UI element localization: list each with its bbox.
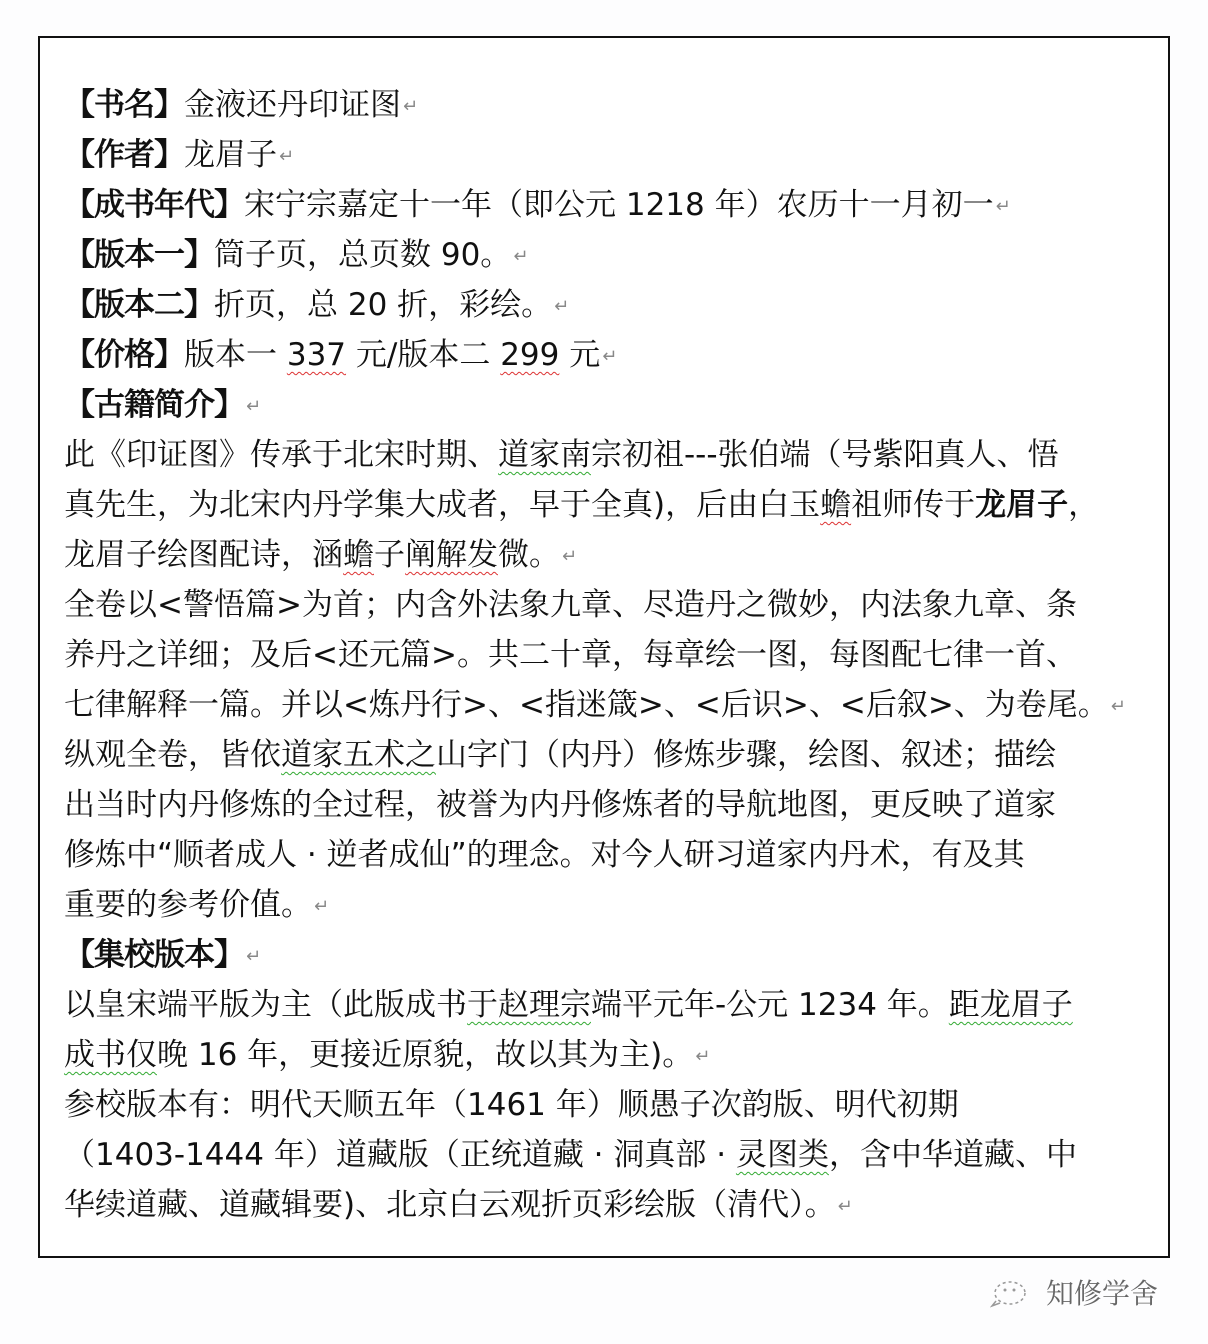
author: 龙眉子 (184, 137, 277, 173)
section-heading: 【古籍简介】 (64, 387, 244, 423)
paragraph-mark-icon: ↵ (279, 145, 295, 167)
paragraph-mark-icon: ↵ (995, 195, 1011, 217)
text: 纵观全卷，皆依 (64, 737, 281, 773)
text: 微。 (498, 537, 560, 573)
intro-heading (64, 380, 1150, 430)
paragraph-mark-icon: ↵ (314, 895, 330, 917)
text: ，含中华道藏、中 (828, 1137, 1077, 1173)
text: 龙眉子 (975, 487, 1069, 523)
collation-p1-line2 (64, 1030, 1150, 1080)
paragraph-mark-icon: ↵ (837, 1195, 853, 1217)
text: 重要的参考价值。 (64, 887, 312, 923)
edition-1-line (64, 230, 1150, 280)
paragraph-mark-icon: ↵ (403, 95, 419, 117)
book-title: 金液还丹印证图 (184, 87, 401, 123)
text: 此《印证图》传承于北宋时期、 (64, 437, 498, 473)
watermark-text: 知修学舍 (1046, 1277, 1159, 1310)
text: 祖师传于 (851, 487, 976, 523)
price-line (64, 330, 1150, 380)
field-label: 【版本二】 (64, 287, 214, 323)
paragraph-mark-icon: ↵ (695, 1045, 711, 1067)
document-content (64, 80, 1150, 1230)
intro-p1-line1 (64, 430, 1150, 480)
text: 以皇宋端平版为主（此版成书 (64, 987, 467, 1023)
field-label: 【版本一】 (64, 237, 214, 273)
edition-2-line (64, 280, 1150, 330)
intro-p2-line1: 全卷以<警悟篇>为首；内含外法象九章、尽造丹之微妙，内法象九章、条 (64, 587, 1077, 623)
intro-p3-line2: 出当时内丹修炼的全过程，被誉为内丹修炼者的导航地图，更反映了道家 (64, 787, 1056, 823)
collation-p1-line1 (64, 980, 1150, 1030)
text: 宗初祖---张伯端（号紫阳真人、悟 (591, 437, 1059, 473)
text: 子 (374, 537, 405, 573)
intro-p3-line3: 修炼中“顺者成人 · 逆者成仙”的理念。对今人研习道家内丹术，有及其 (64, 837, 1025, 873)
text: 阐解发 (405, 537, 498, 573)
text: 华续道藏、道藏辑要)、北京白云观折页彩绘版（清代）。 (64, 1187, 836, 1223)
text: 端平元年-公元 1234 年。 (591, 987, 949, 1023)
text: 成书仅 (64, 1037, 157, 1073)
section-heading: 【集校版本】 (64, 937, 244, 973)
price-text: 元 (559, 337, 601, 373)
text: 道家五术之 (281, 737, 436, 773)
paragraph-mark-icon: ↵ (602, 345, 618, 367)
intro-p2-line2: 养丹之详细；及后<还元篇>。共二十章，每章绘一图，每图配七律一首、 (64, 637, 1077, 673)
edition-2-value: 折页，总 20 折，彩绘。 (214, 287, 553, 323)
intro-p1-line3 (64, 530, 1150, 580)
paragraph-mark-icon: ↵ (513, 245, 529, 267)
text: 七律解释一篇。并以<炼丹行>、<指迷箴>、<后识>、<后叙>、为卷尾。 (64, 687, 1109, 723)
watermark (990, 1272, 1158, 1312)
collation-p2-line2 (64, 1130, 1150, 1180)
date-value: 宋宁宗嘉定十一年（即公元 1218 年）农历十一月初一 (244, 187, 994, 223)
paragraph-mark-icon: ↵ (246, 945, 262, 967)
intro-p2-line3 (64, 680, 1150, 730)
paragraph-mark-icon: ↵ (562, 545, 578, 567)
collation-p2-line1: 参校版本有：明代天顺五年（1461 年）顺愚子次韵版、明代初期 (64, 1087, 959, 1123)
field-label: 【作者】 (64, 137, 184, 173)
text: 山字门（内丹）修炼步骤，绘图、叙述；描绘 (436, 737, 1056, 773)
text: 灵图类 (735, 1137, 829, 1173)
paragraph-mark-icon: ↵ (1110, 695, 1126, 717)
edition-1-value: 筒子页，总页数 90。 (214, 237, 512, 273)
paragraph-mark-icon: ↵ (554, 295, 570, 317)
text: 道家南 (498, 437, 591, 473)
date-line (64, 180, 1150, 230)
text: 距龙眉子 (948, 987, 1073, 1023)
wechat-logo-icon (990, 1275, 1036, 1309)
document-frame (38, 36, 1170, 1258)
text: 于赵理宗 (467, 987, 591, 1023)
collation-p2-line3 (64, 1180, 1150, 1230)
text: 真先生，为北宋内丹学集大成者，早于全真)，后由白玉 (64, 487, 821, 523)
author-line (64, 130, 1150, 180)
text: 晚 16 年，更接近原貌，故以其为主)。 (157, 1037, 694, 1073)
field-label: 【成书年代】 (64, 187, 244, 223)
paragraph-mark-icon: ↵ (246, 395, 262, 417)
text: 蟾 (820, 487, 852, 523)
field-label: 【书名】 (64, 87, 184, 123)
intro-p1-line2: 真先生，为北宋内丹学集大成者，早于全真)，后由白玉蟾祖师传于龙眉子， (64, 487, 1100, 523)
text: 龙眉子绘图配诗，涵 (64, 537, 343, 573)
price-text: 元/版本二 (346, 337, 501, 373)
intro-p3-line4 (64, 880, 1150, 930)
text: （1403-1444 年）道藏版（正统道藏 · 洞真部 · (64, 1137, 736, 1173)
book-title-line (64, 80, 1150, 130)
price-edition-1: 337 (286, 337, 347, 373)
intro-p3-line1 (64, 730, 1150, 780)
price-edition-2: 299 (500, 337, 560, 373)
field-label: 【价格】 (64, 337, 184, 373)
text: 蟾 (343, 537, 374, 573)
collation-heading (64, 930, 1150, 980)
price-text: 版本一 (184, 337, 287, 373)
